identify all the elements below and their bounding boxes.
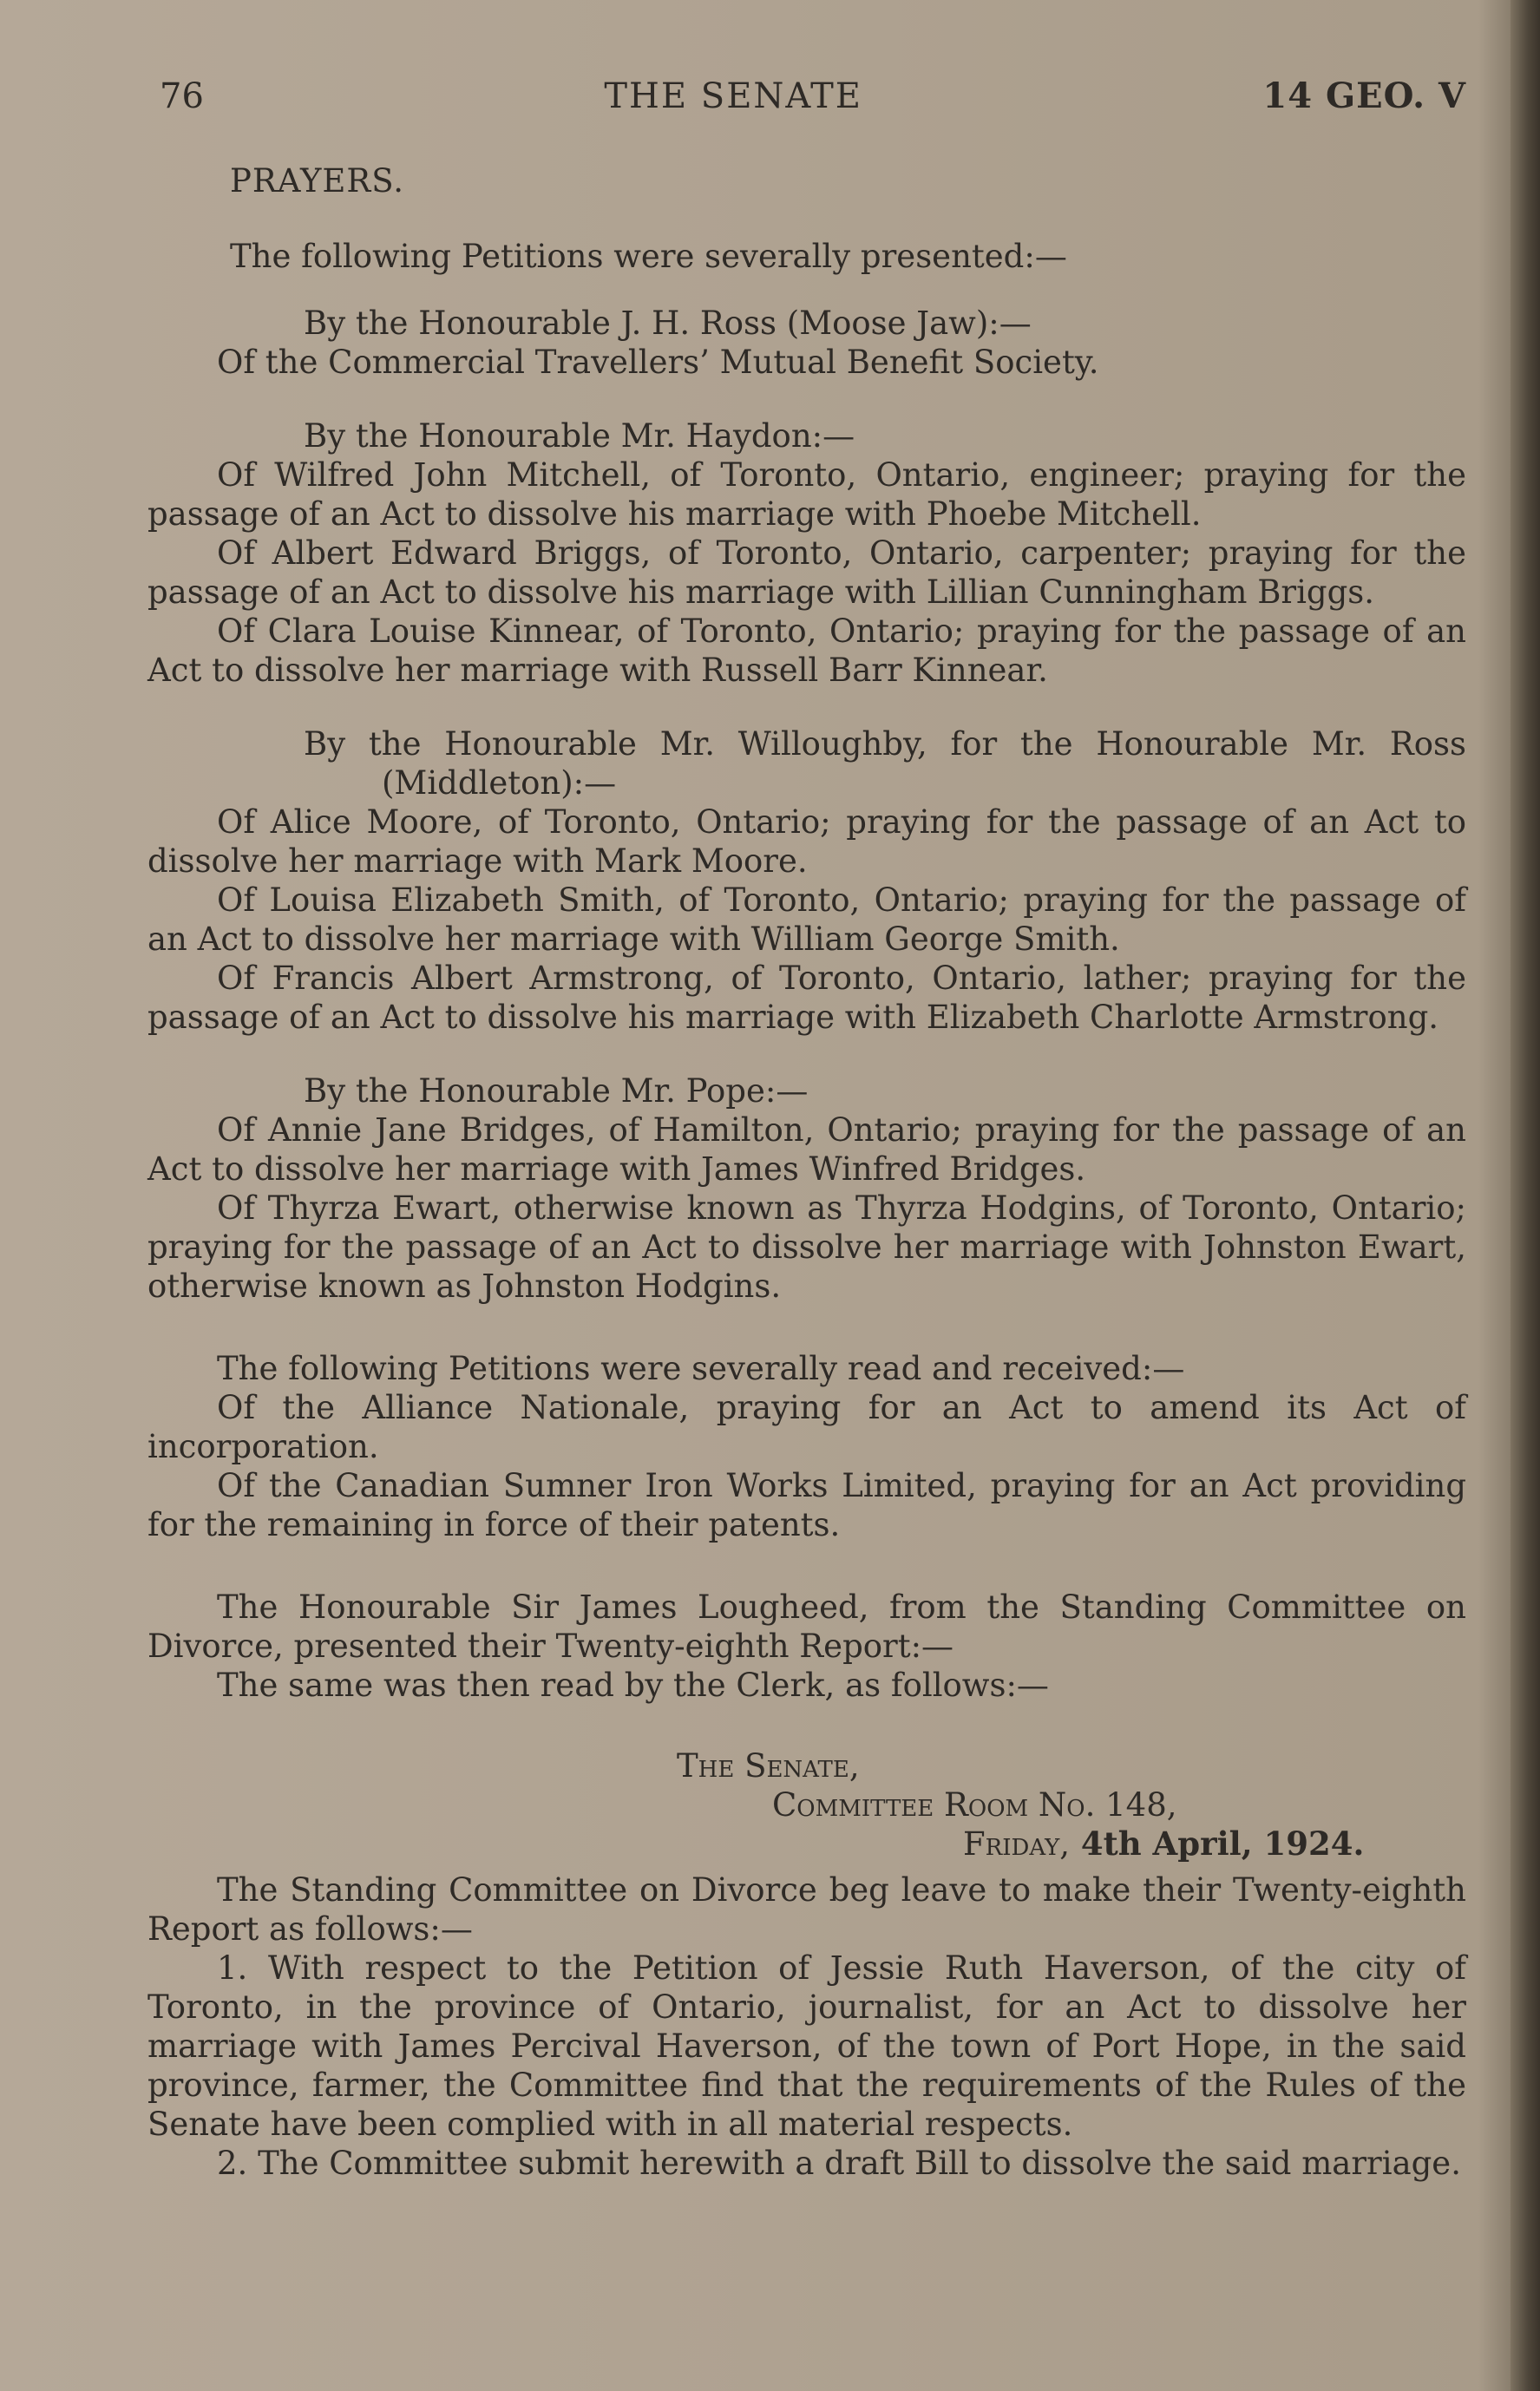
report-item: 2. The Committee submit herewith a draft Bill to dissolve the said marriage. bbox=[217, 2145, 1461, 2182]
petition-item: Of Albert Edward Briggs, of Toronto, Ontario, carpenter; praying for the passage of an Act to dissolve his marriage with Lillian Cunningham Briggs. bbox=[147, 534, 1466, 611]
petitions-presented-intro: The following Petitions were severally presented:— bbox=[230, 238, 1067, 275]
petition-item: Of Louisa Elizabeth Smith, of Toronto, Ontario; praying for the passage of an Act to dissolve her marriage with William George Smith. bbox=[147, 881, 1466, 958]
page-number: 76 bbox=[160, 76, 204, 116]
report-heading-senate: The Senate, bbox=[677, 1747, 860, 1785]
page-content bbox=[147, 76, 1466, 2183]
petition-group bbox=[147, 1071, 1466, 1306]
presenter-line: By the Honourable J. H. Ross (Moose Jaw):— bbox=[304, 305, 1032, 342]
regnal-year: 14 GEO. V bbox=[1262, 75, 1466, 116]
presenter-line: By the Honourable Mr. Haydon:— bbox=[304, 417, 855, 455]
report-heading-room: Committee Room No. 148, bbox=[772, 1786, 1177, 1824]
petition-item: Of Clara Louise Kinnear, of Toronto, Ontario; praying for the passage of an Act to dissolve her marriage with Russell Barr Kinnear. bbox=[147, 612, 1466, 689]
petition-item: Of Thyrza Ewart, otherwise known as Thyrza Hodgins, of Toronto, Ontario; praying for the passage of an Act to dissolve her marriage with Johnston Ewart, otherwise known as Johnston Hodgins. bbox=[147, 1189, 1466, 1305]
petition-group bbox=[147, 416, 1466, 690]
running-header bbox=[147, 76, 1466, 116]
petition-item: Of Wilfred John Mitchell, of Toronto, Ontario, engineer; praying for the passage of an Act to dissolve his marriage with Phoebe Mitchell. bbox=[147, 456, 1466, 533]
report-body bbox=[147, 1870, 1466, 2183]
received-item: Of the Canadian Sumner Iron Works Limited, praying for an Act providing for the remaining in force of their patents. bbox=[147, 1467, 1466, 1543]
petition-group bbox=[147, 304, 1466, 382]
report-item: 1. With respect to the Petition of Jessie Ruth Haverson, of the city of Toronto, in the province of Ontario, journalist, for an Act to dissolve her marriage with James Percival Haverson, of the town of Port Hope, in the said province, farmer, the Committee find that the requirements of the Rules of the Senate have been complied with in all material respects. bbox=[147, 1949, 1466, 2143]
received-intro: The following Petitions were severally read and received:— bbox=[217, 1350, 1185, 1387]
committee-paragraph: The same was then read by the Clerk, as follows:— bbox=[217, 1667, 1049, 1704]
journal-title: THE SENATE bbox=[604, 76, 862, 116]
received-item: Of the Alliance Nationale, praying for an Act to amend its Act of incorporation. bbox=[147, 1389, 1466, 1465]
petition-item: Of Alice Moore, of Toronto, Ontario; praying for the passage of an Act to dissolve her marriage with Mark Moore. bbox=[147, 803, 1466, 880]
committee-paragraph: The Honourable Sir James Lougheed, from the Standing Committee on Divorce, presented their Twenty-eighth Report:— bbox=[147, 1589, 1466, 1665]
page-edge bbox=[1511, 0, 1540, 2391]
petition-group bbox=[147, 724, 1466, 1037]
prayers-heading: PRAYERS. bbox=[230, 162, 405, 200]
petition-item: Of Francis Albert Armstrong, of Toronto, Ontario, lather; praying for the passage of an Act to dissolve his marriage with Elizabeth Charlotte Armstrong. bbox=[147, 960, 1466, 1036]
presenter-line: By the Honourable Mr. Willoughby, for the Honourable Mr. Ross (Middleton):— bbox=[304, 725, 1466, 802]
presenter-line: By the Honourable Mr. Pope:— bbox=[304, 1072, 809, 1110]
report-date: 4th April, 1924. bbox=[1070, 1824, 1365, 1863]
report-intro: The Standing Committee on Divorce beg leave to make their Twenty-eighth Report as follows:— bbox=[147, 1871, 1466, 1948]
committee-presentation bbox=[147, 1588, 1466, 1705]
received-petitions bbox=[147, 1349, 1466, 1544]
petition-item: Of Annie Jane Bridges, of Hamilton, Ontario; praying for the passage of an Act to dissolve her marriage with James Winfred Bridges. bbox=[147, 1111, 1466, 1188]
report-heading-date bbox=[963, 1824, 1466, 1864]
report-heading bbox=[147, 1746, 1466, 1864]
petition-item: Of the Commercial Travellers’ Mutual Benefit Society. bbox=[217, 344, 1099, 381]
report-day: Friday, bbox=[963, 1825, 1071, 1863]
